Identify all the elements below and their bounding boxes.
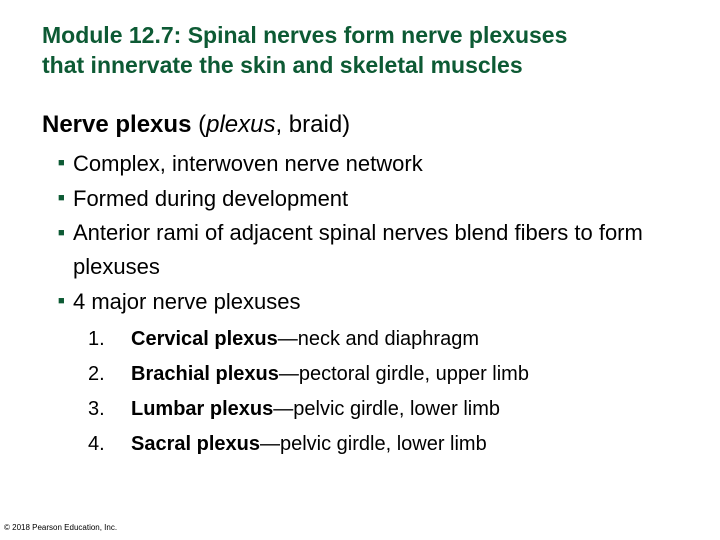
bullet-text: 4 major nerve plexuses <box>73 289 301 314</box>
list-item <box>88 322 529 357</box>
plexus-description: —pectoral girdle, upper limb <box>278 363 529 385</box>
bullet-text: Complex, interwoven nerve network <box>73 151 423 176</box>
plexus-description: —pelvic girdle, lower limb <box>259 433 487 455</box>
bullet-item <box>58 146 698 181</box>
plexus-entry <box>131 357 529 392</box>
heading-paren-rest: , braid) <box>275 111 351 138</box>
square-bullet-icon: ■ <box>58 157 65 169</box>
plexus-entry <box>131 392 500 427</box>
slide-title-line-2: that innervate the skin and skeletal muscles <box>42 52 523 78</box>
slide-title <box>42 20 702 80</box>
bullet-text: Anterior rami of adjacent spinal nerves blend fibers to form plexuses <box>73 220 643 279</box>
list-item <box>88 357 529 392</box>
bullet-item <box>58 284 698 319</box>
bullet-text: Formed during development <box>73 186 349 211</box>
plexus-list <box>88 322 529 462</box>
bullet-list <box>58 146 698 319</box>
slide-title-line-1: Module 12.7: Spinal nerves form nerve plexuses <box>42 22 568 48</box>
bullet-item <box>58 216 668 284</box>
square-bullet-icon: ■ <box>58 295 65 307</box>
heading-latin: plexus <box>206 111 276 138</box>
section-heading <box>42 110 350 140</box>
list-item <box>88 427 529 462</box>
heading-paren-open: ( <box>191 111 207 138</box>
list-item <box>88 392 529 427</box>
plexus-name: Sacral plexus <box>131 433 260 455</box>
plexus-description: —pelvic girdle, lower limb <box>273 398 501 420</box>
list-number: 3. <box>88 398 105 420</box>
list-number: 1. <box>88 328 105 350</box>
heading-term: Nerve plexus <box>42 111 192 138</box>
plexus-name: Brachial plexus <box>131 363 279 385</box>
square-bullet-icon: ■ <box>58 192 65 204</box>
plexus-name: Cervical plexus <box>131 328 278 350</box>
square-bullet-icon: ■ <box>58 227 65 239</box>
list-number: 4. <box>88 433 105 455</box>
copyright-notice: © 2018 Pearson Education, Inc. <box>4 523 118 532</box>
plexus-entry <box>131 322 479 357</box>
list-number: 2. <box>88 363 105 385</box>
plexus-name: Lumbar plexus <box>131 398 274 420</box>
plexus-description: —neck and diaphragm <box>277 328 479 350</box>
plexus-entry <box>131 427 487 462</box>
bullet-item <box>58 181 698 216</box>
